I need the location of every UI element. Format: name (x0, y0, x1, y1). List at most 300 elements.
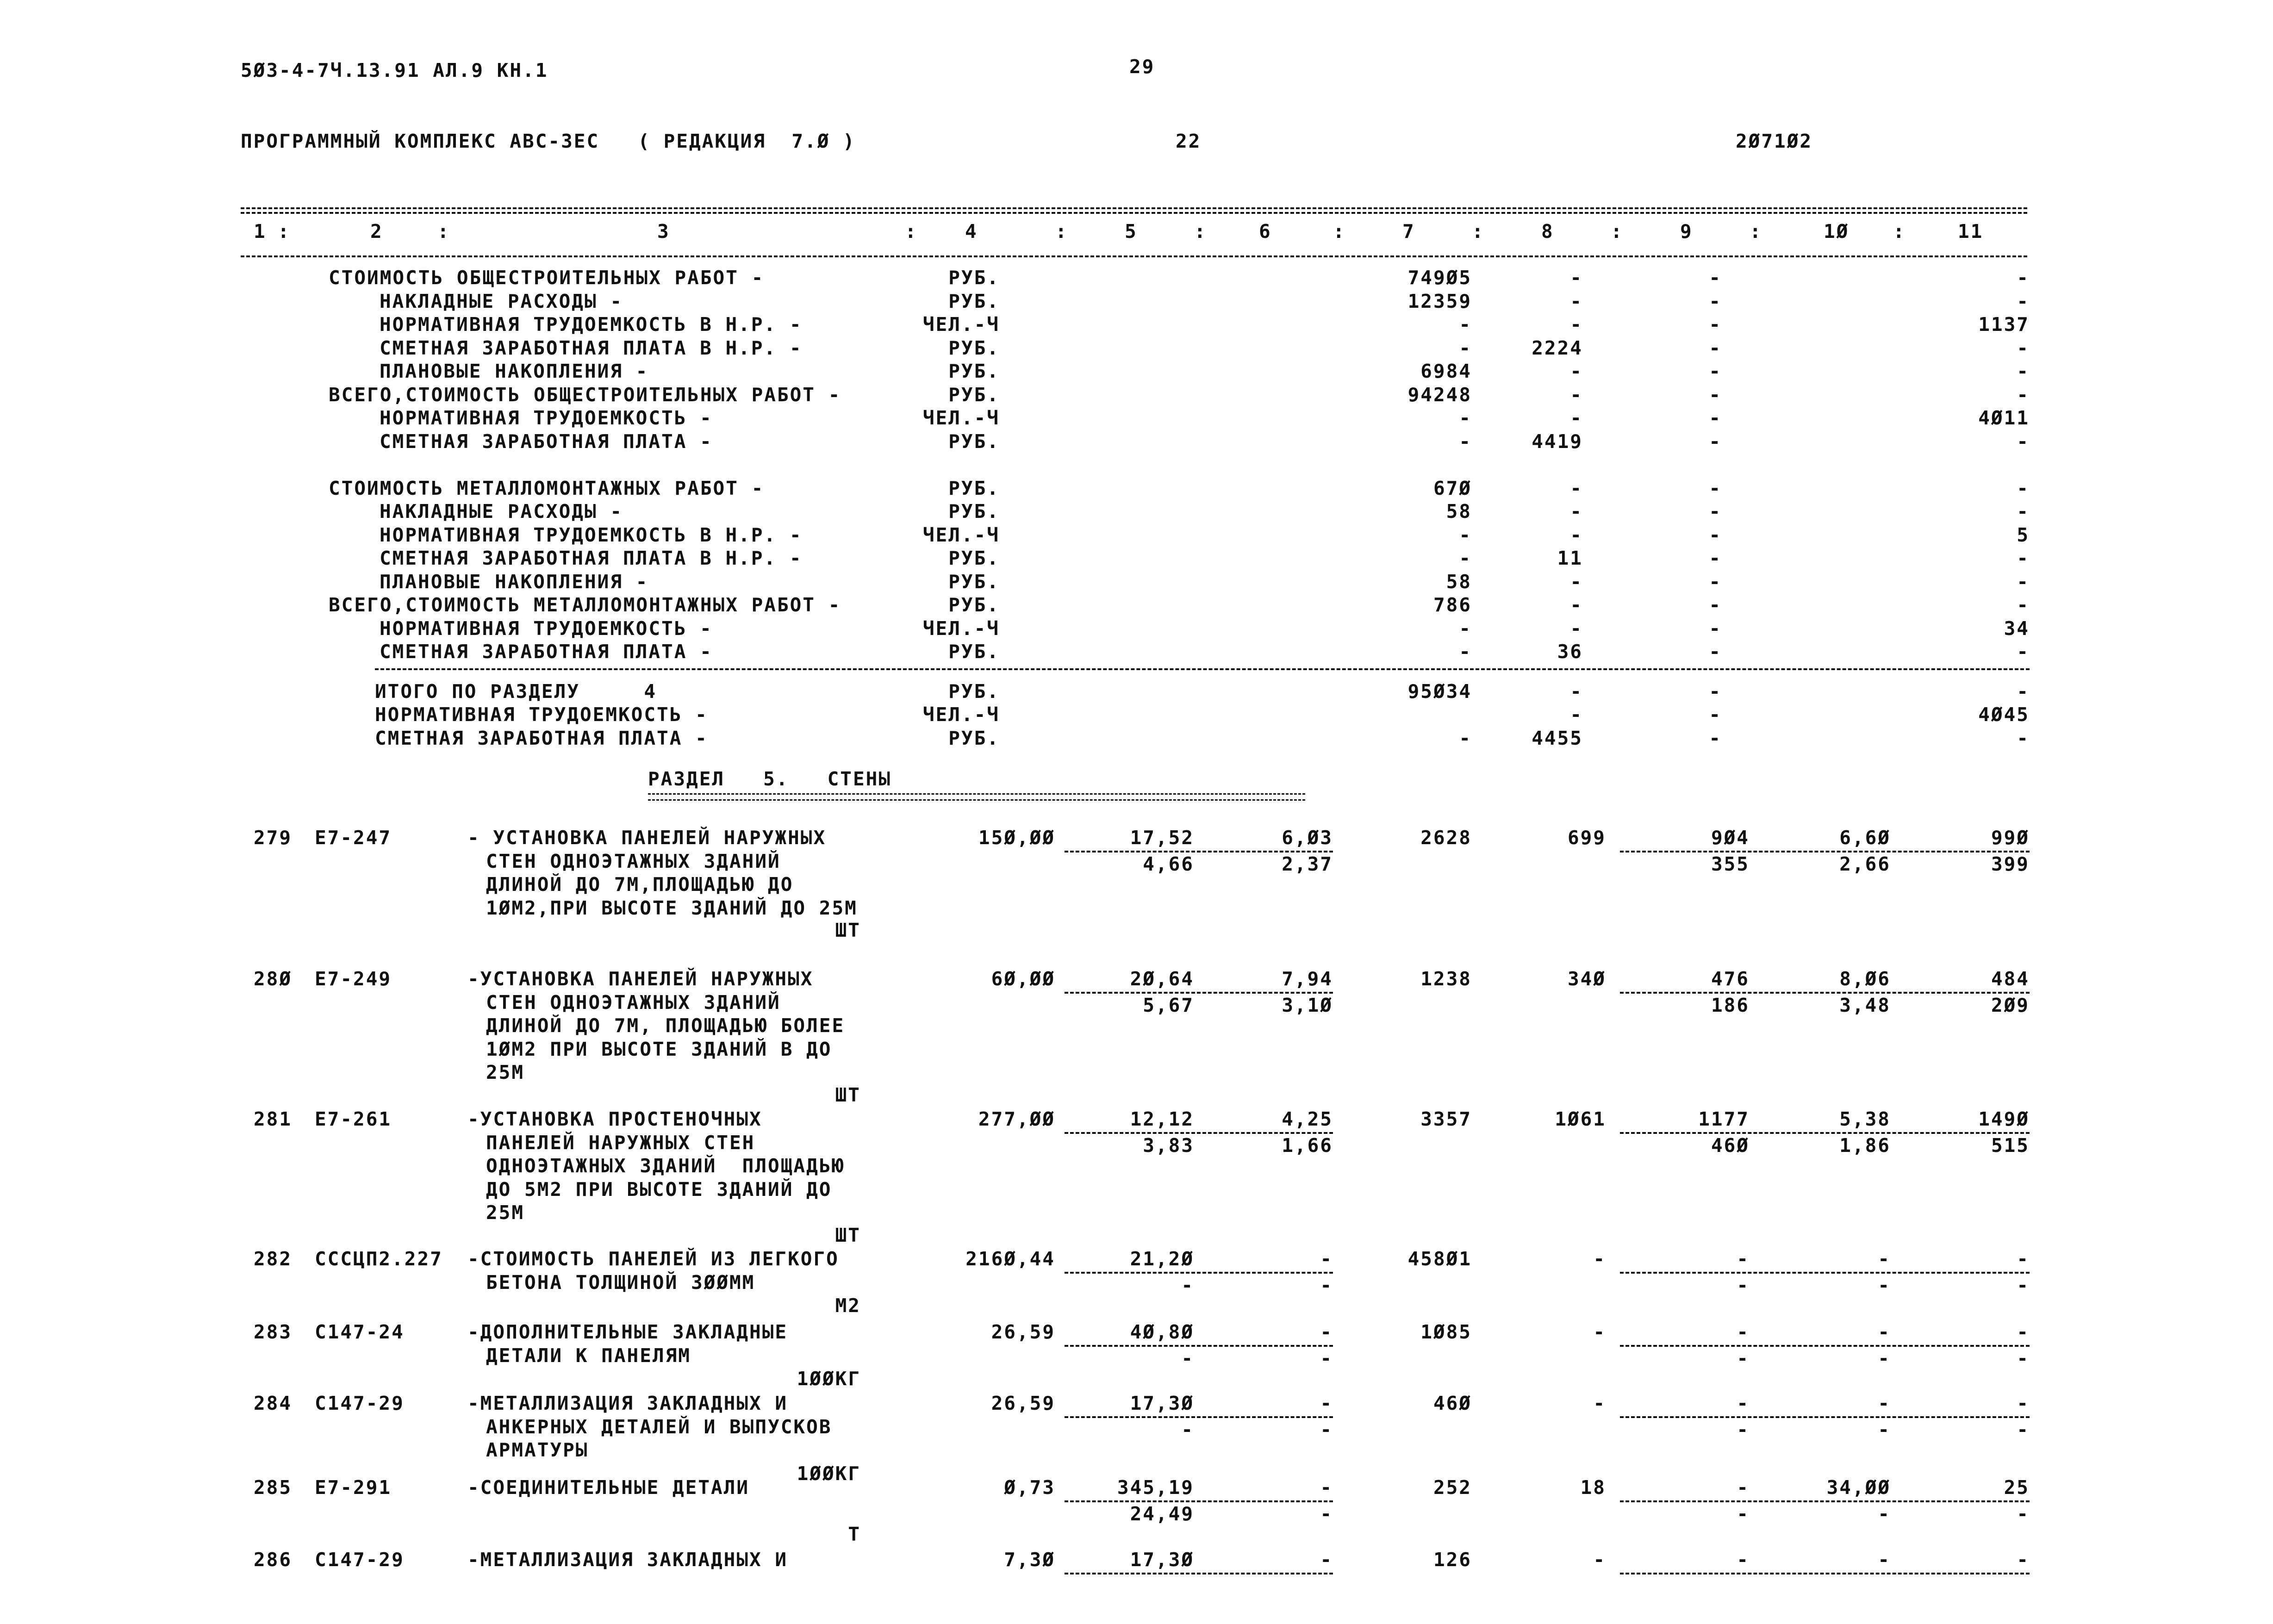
section-title: РАЗДЕЛ 5. СТЕНЫ (648, 768, 891, 790)
summary-c11: - (2017, 267, 2030, 289)
item-c7: 3357 (1420, 1108, 1472, 1130)
item-code: Е7-261 (315, 1108, 392, 1130)
item-r2-c6: - (1320, 1347, 1333, 1369)
summary-unit: ЧЕЛ.-Ч (922, 523, 1000, 546)
section-total-rule (375, 668, 2030, 670)
summary-c9: - (1709, 547, 1722, 569)
item-r2-c5: 5,67 (1143, 994, 1194, 1016)
column-separator: : (1333, 220, 1346, 243)
item-code: СССЦП2.227 (315, 1248, 443, 1270)
item-r2-c11: - (2017, 1274, 2030, 1296)
item-number: 284 (254, 1392, 293, 1414)
item-r2-c9: - (1737, 1274, 1750, 1296)
summary-label: СМЕТНАЯ ЗАРАБОТНАЯ ПЛАТА - (380, 641, 713, 663)
item-c5: 4Ø,8Ø (1130, 1321, 1194, 1343)
item-r2-c6: 2,37 (1282, 852, 1333, 875)
item-code: С147-29 (315, 1392, 405, 1414)
item-r2-c9: 355 (1711, 852, 1750, 875)
column-separator: : (1611, 220, 1624, 243)
item-subrule (1065, 1345, 1333, 1347)
item-r2-c9: - (1737, 1418, 1750, 1441)
summary-c8: - (1570, 500, 1583, 523)
summary-unit: ЧЕЛ.-Ч (922, 407, 1000, 429)
item-c7: 46Ø (1433, 1392, 1472, 1414)
item-r2-c5: 3,83 (1143, 1134, 1194, 1157)
item-c6: 7,94 (1282, 968, 1333, 990)
summary-c8: - (1570, 594, 1583, 616)
summary-c11: - (2017, 383, 2030, 406)
summary-c9: - (1709, 407, 1722, 429)
table-top-rule-2 (241, 212, 2027, 214)
item-subrule (1620, 851, 2030, 852)
item-r2-c5: - (1181, 1418, 1194, 1441)
item-subrule (1065, 1416, 1333, 1418)
item-r2-c5: 24,49 (1130, 1502, 1194, 1525)
total-unit: РУБ. (948, 727, 1000, 749)
item-subrule (1065, 1573, 1333, 1574)
item-c8: 34Ø (1567, 968, 1606, 990)
column-header-9: 9 (1680, 220, 1693, 243)
item-description: 1ØМ2,ПРИ ВЫСОТЕ ЗДАНИЙ ДО 25М (486, 896, 858, 919)
item-c11: - (2017, 1248, 2030, 1270)
summary-c8: - (1570, 383, 1583, 406)
item-description: ДО 5М2 ПРИ ВЫСОТЕ ЗДАНИЙ ДО (486, 1178, 832, 1201)
column-header-3: 3 (657, 220, 670, 243)
section-title-underline (648, 793, 1305, 801)
summary-label: СТОИМОСТЬ МЕТАЛЛОМОНТАЖНЫХ РАБОТ - (329, 477, 765, 499)
item-r2-c11: - (2017, 1418, 2030, 1441)
summary-unit: РУБ. (948, 383, 1000, 406)
summary-label: СМЕТНАЯ ЗАРАБОТНАЯ ПЛАТА В Н.Р. - (380, 336, 803, 359)
item-description: 1ØМ2 ПРИ ВЫСОТЕ ЗДАНИЙ В ДО (486, 1038, 832, 1060)
summary-c9: - (1709, 523, 1722, 546)
summary-c9: - (1709, 313, 1722, 336)
total-c8: 4455 (1532, 727, 1583, 749)
item-number: 283 (254, 1321, 293, 1343)
item-description: СТЕН ОДНОЭТАЖНЫХ ЗДАНИЙ (486, 850, 781, 872)
summary-c7: - (1459, 641, 1472, 663)
item-c8: 18 (1580, 1476, 1606, 1499)
item-quantity: 26,59 (991, 1321, 1055, 1343)
item-subrule (1065, 1500, 1333, 1502)
column-separator: : (1194, 220, 1207, 243)
total-label: НОРМАТИВНАЯ ТРУДОЕМКОСТЬ - (375, 703, 708, 726)
column-header-8: 8 (1541, 220, 1554, 243)
item-c7: 1Ø85 (1420, 1321, 1472, 1343)
summary-c11: - (2017, 641, 2030, 663)
item-c10: - (1878, 1248, 1891, 1270)
summary-c9: - (1709, 617, 1722, 640)
item-c8: 699 (1567, 827, 1606, 849)
summary-c7: 6984 (1420, 360, 1472, 382)
summary-label: НОРМАТИВНАЯ ТРУДОЕМКОСТЬ - (380, 617, 713, 640)
total-c11: - (2017, 680, 2030, 703)
item-description: АНКЕРНЫХ ДЕТАЛЕЙ И ВЫПУСКОВ (486, 1415, 832, 1438)
table-top-rule (241, 207, 2027, 209)
item-unit: Т (848, 1523, 861, 1545)
summary-c8: - (1570, 523, 1583, 546)
item-description: -МЕТАЛЛИЗАЦИЯ ЗАКЛАДНЫХ И (467, 1549, 788, 1571)
item-c5: 12,12 (1130, 1108, 1194, 1130)
item-c10: 5,38 (1839, 1108, 1891, 1130)
item-c6: - (1320, 1392, 1333, 1414)
item-number: 281 (254, 1108, 293, 1130)
summary-unit: РУБ. (948, 336, 1000, 359)
item-c10: - (1878, 1392, 1891, 1414)
summary-label: ПЛАНОВЫЕ НАКОПЛЕНИЯ - (380, 570, 649, 593)
summary-c7: - (1459, 407, 1472, 429)
summary-label: НОРМАТИВНАЯ ТРУДОЕМКОСТЬ В Н.Р. - (380, 313, 803, 336)
item-c8: 1Ø61 (1555, 1108, 1606, 1130)
item-c5: 17,3Ø (1130, 1392, 1194, 1414)
item-r2-c5: 4,66 (1143, 852, 1194, 875)
summary-c9: - (1709, 477, 1722, 499)
total-c7: - (1459, 727, 1472, 749)
summary-label: ВСЕГО,СТОИМОСТЬ МЕТАЛЛОМОНТАЖНЫХ РАБОТ - (329, 594, 841, 616)
item-description: -СОЕДИНИТЕЛЬНЫЕ ДЕТАЛИ (467, 1476, 750, 1499)
summary-label: СМЕТНАЯ ЗАРАБОТНАЯ ПЛАТА - (380, 430, 713, 453)
summary-c8: - (1570, 360, 1583, 382)
item-description: СТЕН ОДНОЭТАЖНЫХ ЗДАНИЙ (486, 991, 781, 1014)
summary-c11: - (2017, 500, 2030, 523)
summary-unit: РУБ. (948, 430, 1000, 453)
column-header-11: 11 (1958, 220, 1984, 243)
item-subrule (1065, 851, 1333, 852)
item-r2-c11: 515 (1991, 1134, 2030, 1157)
total-c8: - (1570, 703, 1583, 726)
item-quantity: 6Ø,ØØ (991, 968, 1055, 990)
item-r2-c10: 3,48 (1839, 994, 1891, 1016)
column-separator: : (1750, 220, 1762, 243)
summary-unit: РУБ. (948, 290, 1000, 312)
column-header-7: 7 (1402, 220, 1415, 243)
summary-label: ВСЕГО,СТОИМОСТЬ ОБЩЕСТРОИТЕЛЬНЫХ РАБОТ - (329, 383, 841, 406)
summary-label: НАКЛАДНЫЕ РАСХОДЫ - (380, 290, 623, 312)
item-r2-c5: - (1181, 1274, 1194, 1296)
item-c8: - (1593, 1392, 1606, 1414)
item-r2-c6: 3,1Ø (1282, 994, 1333, 1016)
item-quantity: 216Ø,44 (965, 1248, 1055, 1270)
summary-c8: - (1570, 267, 1583, 289)
item-c10: 34,ØØ (1826, 1476, 1891, 1499)
item-c6: - (1320, 1248, 1333, 1270)
total-c7: 95Ø34 (1407, 680, 1472, 703)
summary-c7: - (1459, 336, 1472, 359)
summary-label: СТОИМОСТЬ ОБЩЕСТРОИТЕЛЬНЫХ РАБОТ - (329, 267, 765, 289)
item-c11: - (2017, 1392, 2030, 1414)
item-r2-c10: 2,66 (1839, 852, 1891, 875)
summary-unit: РУБ. (948, 594, 1000, 616)
summary-label: НОРМАТИВНАЯ ТРУДОЕМКОСТЬ В Н.Р. - (380, 523, 803, 546)
item-description: -МЕТАЛЛИЗАЦИЯ ЗАКЛАДНЫХ И (467, 1392, 788, 1414)
total-unit: РУБ. (948, 680, 1000, 703)
item-quantity: 15Ø,ØØ (978, 827, 1055, 849)
total-c11: 4Ø45 (1978, 703, 2030, 726)
item-quantity: 277,ØØ (978, 1108, 1055, 1130)
summary-c9: - (1709, 267, 1722, 289)
item-unit: М2 (835, 1294, 861, 1317)
summary-c11: 4Ø11 (1978, 407, 2030, 429)
page-number: 29 (1129, 56, 1155, 78)
total-unit: ЧЕЛ.-Ч (922, 703, 1000, 726)
item-r2-c11: - (2017, 1347, 2030, 1369)
item-description: ДЛИНОЙ ДО 7М,ПЛОЩАДЬЮ ДО (486, 873, 794, 896)
summary-c9: - (1709, 430, 1722, 453)
summary-c8: - (1570, 617, 1583, 640)
item-subrule (1065, 992, 1333, 994)
item-c5: 2Ø,64 (1130, 968, 1194, 990)
item-subrule (1620, 1500, 2030, 1502)
item-subrule (1620, 1345, 2030, 1347)
item-r2-c6: 1,66 (1282, 1134, 1333, 1157)
column-header-6: 6 (1259, 220, 1272, 243)
summary-c8: - (1570, 477, 1583, 499)
summary-unit: РУБ. (948, 570, 1000, 593)
summary-c11: 34 (2004, 617, 2030, 640)
total-c9: - (1709, 680, 1722, 703)
item-r2-c10: - (1878, 1502, 1891, 1525)
item-number: 279 (254, 827, 293, 849)
item-c10: - (1878, 1321, 1891, 1343)
item-c11: - (2017, 1321, 2030, 1343)
total-c8: - (1570, 680, 1583, 703)
item-r2-c10: - (1878, 1418, 1891, 1441)
summary-c9: - (1709, 290, 1722, 312)
item-r2-c6: - (1320, 1502, 1333, 1525)
doc-reference: 5Ø3-4-7Ч.13.91 АЛ.9 КН.1 (241, 59, 548, 81)
item-description: -ДОПОЛНИТЕЛЬНЫЕ ЗАКЛАДНЫЕ (467, 1321, 788, 1343)
item-description: БЕТОНА ТОЛЩИНОЙ 3ØØММ (486, 1271, 755, 1294)
item-c11: 25 (2004, 1476, 2030, 1499)
summary-c7: - (1459, 547, 1472, 569)
column-header-rule (241, 255, 2027, 257)
summary-c11: - (2017, 594, 2030, 616)
sheet-number: 22 (1176, 130, 1202, 152)
item-c7: 2628 (1420, 827, 1472, 849)
item-c9: 476 (1711, 968, 1750, 990)
item-unit: ШТ (835, 1224, 861, 1246)
summary-c9: - (1709, 570, 1722, 593)
item-description: 25М (486, 1201, 525, 1224)
column-header-10: 1Ø (1824, 220, 1850, 243)
summary-unit: ЧЕЛ.-Ч (922, 313, 1000, 336)
item-subrule (1065, 1272, 1333, 1274)
summary-c11: 1137 (1978, 313, 2030, 336)
summary-c11: - (2017, 360, 2030, 382)
item-c11: - (2017, 1549, 2030, 1571)
date-code: 2Ø71Ø2 (1736, 130, 1813, 152)
item-r2-c6: - (1320, 1274, 1333, 1296)
item-c7: 1238 (1420, 968, 1472, 990)
program-title: ПРОГРАММНЫЙ КОМПЛЕКС АВС-3ЕС ( РЕДАКЦИЯ 7.Ø ) (241, 130, 856, 152)
item-c10: 8,Ø6 (1839, 968, 1891, 990)
item-c7: 458Ø1 (1407, 1248, 1472, 1270)
item-c6: - (1320, 1549, 1333, 1571)
item-c9: 9Ø4 (1711, 827, 1750, 849)
item-description: 25М (486, 1061, 525, 1083)
column-separator: : (278, 220, 291, 243)
summary-c8: 4419 (1532, 430, 1583, 453)
summary-c7: - (1459, 430, 1472, 453)
item-unit: ШТ (835, 919, 861, 941)
item-c9: - (1737, 1476, 1750, 1499)
item-code: Е7-247 (315, 827, 392, 849)
item-subrule (1620, 992, 2030, 994)
summary-label: ПЛАНОВЫЕ НАКОПЛЕНИЯ - (380, 360, 649, 382)
item-c10: - (1878, 1549, 1891, 1571)
item-r2-c5: - (1181, 1347, 1194, 1369)
item-c11: 149Ø (1978, 1108, 2030, 1130)
summary-c9: - (1709, 336, 1722, 359)
total-c9: - (1709, 727, 1722, 749)
item-code: С147-29 (315, 1549, 405, 1571)
column-header-4: 4 (965, 220, 978, 243)
item-c6: - (1320, 1321, 1333, 1343)
item-number: 286 (254, 1549, 293, 1571)
summary-c8: - (1570, 313, 1583, 336)
summary-unit: РУБ. (948, 547, 1000, 569)
summary-unit: РУБ. (948, 500, 1000, 523)
summary-c11: - (2017, 570, 2030, 593)
total-c9: - (1709, 703, 1722, 726)
item-description: ДЛИНОЙ ДО 7М, ПЛОЩАДЬЮ БОЛЕЕ (486, 1014, 845, 1037)
summary-c11: - (2017, 547, 2030, 569)
item-subrule (1620, 1416, 2030, 1418)
summary-label: СМЕТНАЯ ЗАРАБОТНАЯ ПЛАТА В Н.Р. - (380, 547, 803, 569)
summary-c9: - (1709, 360, 1722, 382)
item-number: 282 (254, 1248, 293, 1270)
item-code: Е7-249 (315, 968, 392, 990)
item-r2-c6: - (1320, 1418, 1333, 1441)
item-number: 285 (254, 1476, 293, 1499)
summary-unit: РУБ. (948, 477, 1000, 499)
summary-c8: - (1570, 570, 1583, 593)
column-separator: : (1055, 220, 1068, 243)
item-description: ДЕТАЛИ К ПАНЕЛЯМ (486, 1344, 691, 1367)
column-header-5: 5 (1125, 220, 1138, 243)
summary-c7: 67Ø (1433, 477, 1472, 499)
item-r2-c11: 2Ø9 (1991, 994, 2030, 1016)
item-c5: 17,52 (1130, 827, 1194, 849)
item-code: С147-24 (315, 1321, 405, 1343)
summary-c11: - (2017, 477, 2030, 499)
item-c7: 126 (1433, 1549, 1472, 1571)
item-subrule (1065, 1132, 1333, 1134)
summary-c9: - (1709, 500, 1722, 523)
item-r2-c9: - (1737, 1347, 1750, 1369)
summary-c7: - (1459, 617, 1472, 640)
item-description: - УСТАНОВКА ПАНЕЛЕЙ НАРУЖНЫХ (467, 827, 827, 849)
column-separator: : (1893, 220, 1906, 243)
item-c9: - (1737, 1321, 1750, 1343)
summary-unit: РУБ. (948, 360, 1000, 382)
summary-c9: - (1709, 594, 1722, 616)
item-description: АРМАТУРЫ (486, 1439, 589, 1461)
item-subrule (1620, 1132, 2030, 1134)
item-c8: - (1593, 1549, 1606, 1571)
item-code: Е7-291 (315, 1476, 392, 1499)
item-quantity: Ø,73 (1004, 1476, 1055, 1499)
item-r2-c11: 399 (1991, 852, 2030, 875)
summary-c7: 58 (1446, 570, 1472, 593)
item-c11: 484 (1991, 968, 2030, 990)
item-quantity: 7,3Ø (1004, 1549, 1055, 1571)
item-c9: - (1737, 1549, 1750, 1571)
item-unit: ШТ (835, 1083, 861, 1106)
summary-c7: 12359 (1407, 290, 1472, 312)
item-description: -УСТАНОВКА ПАНЕЛЕЙ НАРУЖНЫХ (467, 968, 814, 990)
summary-c11: 5 (2017, 523, 2030, 546)
summary-c7: 58 (1446, 500, 1472, 523)
item-description: ПАНЕЛЕЙ НАРУЖНЫХ СТЕН (486, 1131, 755, 1154)
item-description: -УСТАНОВКА ПРОСТЕНОЧНЫХ (467, 1108, 762, 1130)
item-c9: 1177 (1698, 1108, 1750, 1130)
total-label: ИТОГО ПО РАЗДЕЛУ 4 (375, 680, 657, 703)
summary-label: НОРМАТИВНАЯ ТРУДОЕМКОСТЬ - (380, 407, 713, 429)
item-c9: - (1737, 1392, 1750, 1414)
summary-c7: - (1459, 313, 1472, 336)
summary-unit: ЧЕЛ.-Ч (922, 617, 1000, 640)
item-c6: 6,Ø3 (1282, 827, 1333, 849)
total-c11: - (2017, 727, 2030, 749)
item-r2-c10: - (1878, 1274, 1891, 1296)
summary-unit: РУБ. (948, 641, 1000, 663)
total-label: СМЕТНАЯ ЗАРАБОТНАЯ ПЛАТА - (375, 727, 708, 749)
item-r2-c10: - (1878, 1347, 1891, 1369)
column-header-2: 2 (370, 220, 383, 243)
summary-c8: - (1570, 407, 1583, 429)
summary-c8: - (1570, 290, 1583, 312)
item-c11: 99Ø (1991, 827, 2030, 849)
item-c8: - (1593, 1321, 1606, 1343)
summary-c11: - (2017, 430, 2030, 453)
item-r2-c9: 186 (1711, 994, 1750, 1016)
item-c5: 345,19 (1117, 1476, 1194, 1499)
summary-label: НАКЛАДНЫЕ РАСХОДЫ - (380, 500, 623, 523)
item-c7: 252 (1433, 1476, 1472, 1499)
summary-c7: 749Ø5 (1407, 267, 1472, 289)
item-description: -СТОИМОСТЬ ПАНЕЛЕЙ ИЗ ЛЕГКОГО (467, 1248, 839, 1270)
item-quantity: 26,59 (991, 1392, 1055, 1414)
column-header-1: 1 (254, 220, 267, 243)
summary-c8: 36 (1557, 641, 1583, 663)
summary-c7: 786 (1433, 594, 1472, 616)
item-c6: - (1320, 1476, 1333, 1499)
item-c9: - (1737, 1248, 1750, 1270)
item-c8: - (1593, 1248, 1606, 1270)
item-subrule (1620, 1272, 2030, 1274)
summary-c9: - (1709, 383, 1722, 406)
item-c5: 17,3Ø (1130, 1549, 1194, 1571)
item-number: 28Ø (254, 968, 293, 990)
summary-c7: 94248 (1407, 383, 1472, 406)
summary-c11: - (2017, 336, 2030, 359)
summary-c11: - (2017, 290, 2030, 312)
item-unit: 1ØØКГ (797, 1462, 861, 1485)
summary-c8: 2224 (1532, 336, 1583, 359)
column-separator: : (905, 220, 918, 243)
item-r2-c10: 1,86 (1839, 1134, 1891, 1157)
item-subrule (1620, 1573, 2030, 1574)
item-r2-c9: 46Ø (1711, 1134, 1750, 1157)
summary-c7: - (1459, 523, 1472, 546)
item-c6: 4,25 (1282, 1108, 1333, 1130)
column-separator: : (1472, 220, 1485, 243)
item-description: ОДНОЭТАЖНЫХ ЗДАНИЙ ПЛОЩАДЬЮ (486, 1155, 845, 1177)
summary-unit: РУБ. (948, 267, 1000, 289)
column-separator: : (437, 220, 450, 243)
item-r2-c9: - (1737, 1502, 1750, 1525)
